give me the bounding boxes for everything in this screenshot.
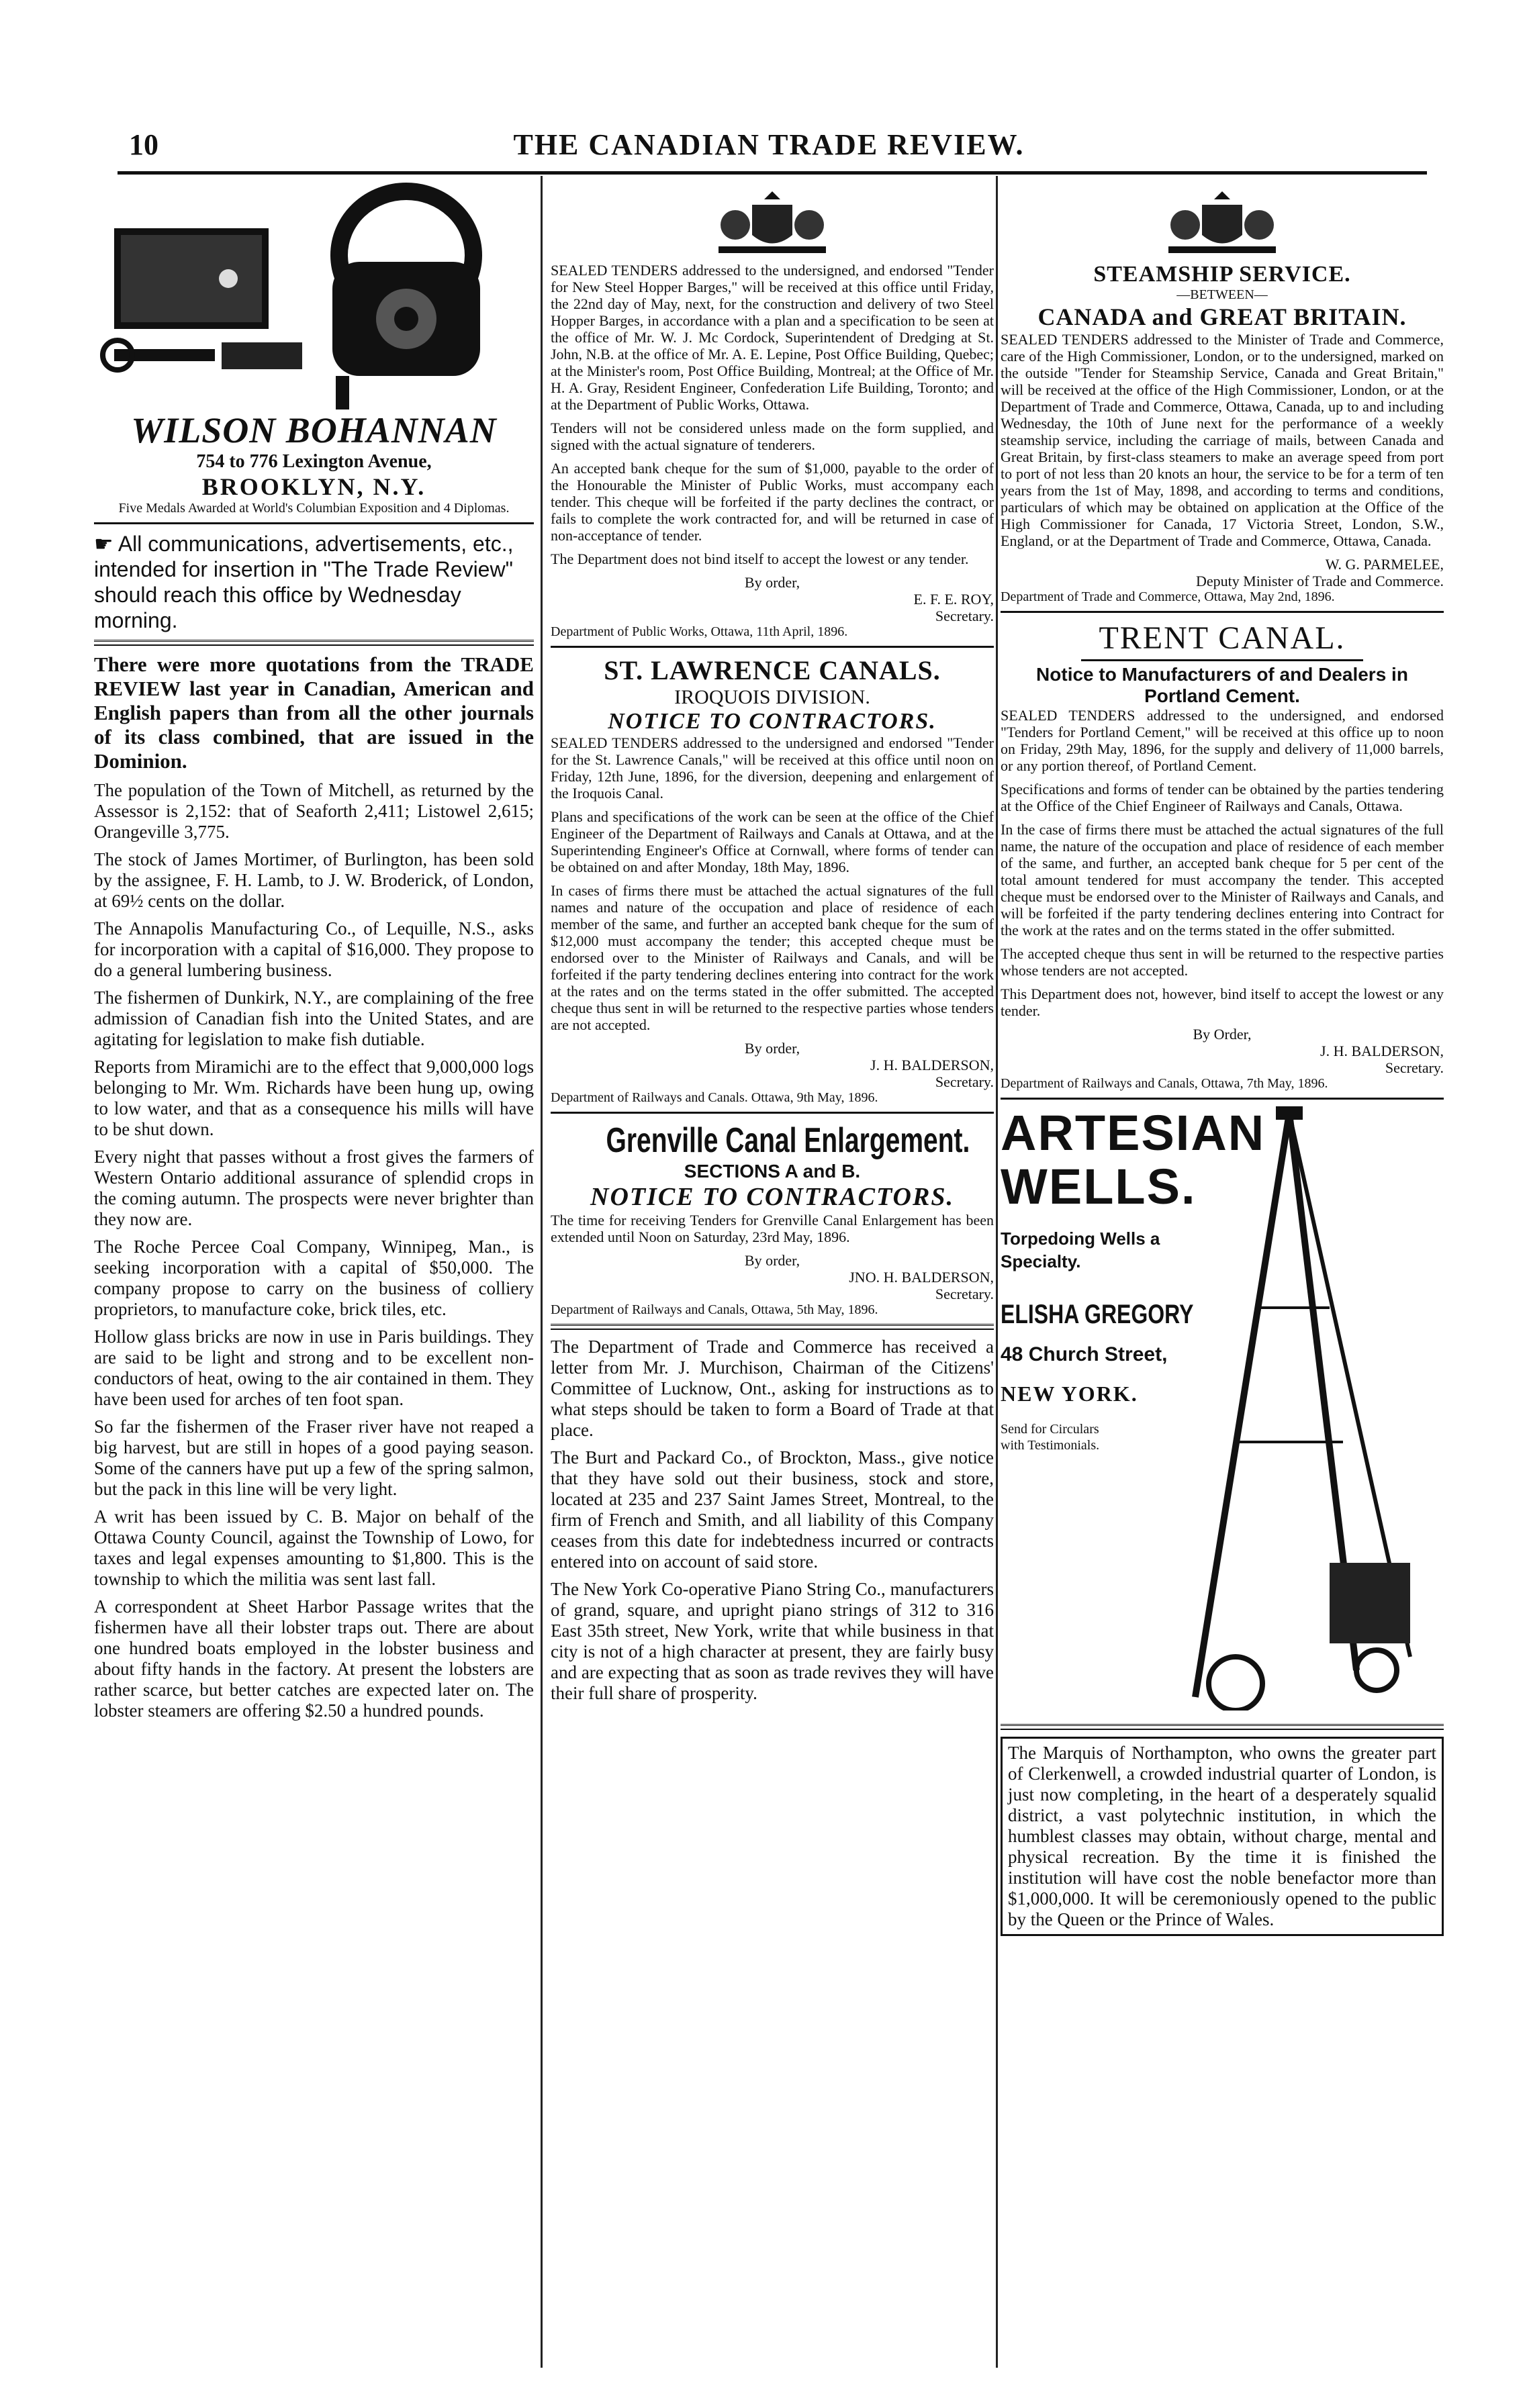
- communications-notice: [94, 531, 534, 633]
- pointing-hand-icon: ☛: [94, 532, 113, 556]
- well-derrick-icon: [1155, 1106, 1437, 1711]
- royal-crest-icon: [551, 181, 994, 262]
- grenville-sections: SECTIONS A and B.: [684, 1161, 861, 1182]
- artesian-send: Send for Circulars with Testimonials.: [1001, 1422, 1100, 1453]
- divider: [1081, 659, 1363, 661]
- news-paragraph: The Annapolis Manufacturing Co., of Lequille, N.S., asks for incorporation with a capital of $16,000. They propose to do a general lumbering business.: [94, 918, 534, 980]
- trent-tender-text: In the case of firms there must be attached the actual signatures of the full name, the nature of the occupation and place of residence of each member of the same, and further, an accepted bank cheque for 5 per cent of the total amount tendered for must accompany the tender. This accepted cheque must be endorsed over to the Minister of Railways and Canals, and will be forfeited if the party tendering declines entering into Contract for the work at the rates and on the terms stated in the offer submitted.: [1001, 821, 1444, 938]
- by-order: By order,: [744, 574, 800, 591]
- lock-illustration: [94, 181, 534, 410]
- news-paragraph: The Burt and Packard Co., of Brockton, Mass., give notice that they have sold out their business, stock and store, located at 235 and 237 Saint James Street, Montreal, to the firm of French and Smith, and all liability of this Company ceases from this date for indebtedness incurred or contracts entered into on account of said store.: [551, 1447, 994, 1572]
- column-rule-2: [996, 176, 998, 2368]
- header-rule: [118, 171, 1427, 175]
- signer-title: Secretary.: [935, 1286, 994, 1302]
- trent-tender-text: This Department does not, however, bind itself to accept the lowest or any tender.: [1001, 985, 1444, 1019]
- page-header: [114, 128, 1424, 168]
- news-paragraph: A correspondent at Sheet Harbor Passage writes that the fishermen have all their lobster traps out. There are about one hundred boats employed in the lobster business and about fifty hands in the factory. At present the lobsters are rather scarce, but better catches are expected later on. The lobster steamers are offering $2.50 a hundred pounds.: [94, 1596, 534, 1721]
- news-paragraph: The stock of James Mortimer, of Burlington, has been sold by the assignee, F. H. Lamb, to J. W. Broderick, of London, at 69½ cents on the dollar.: [94, 849, 534, 911]
- steel-barges-tender: Tenders will not be considered unless made on the form supplied, and signed with the actual signature of tenderers.: [551, 420, 994, 453]
- divider: [94, 522, 534, 524]
- newspaper-title: THE CANADIAN TRADE REVIEW.: [513, 128, 1025, 161]
- signer: W. G. PARMELEE,: [1325, 556, 1444, 573]
- notice-to-contractors: NOTICE TO CONTRACTORS.: [608, 709, 937, 734]
- trent-tender-text: The accepted cheque thus sent in will be returned to the respective parties whose tenders are not accepted.: [1001, 945, 1444, 979]
- steel-barges-tender: An accepted bank cheque for the sum of $1,000, payable to the order of the Honourable the Minister of Public Works, must accompany each tender. This cheque will be forfeited if the party declines the contract, or fails to complete the work contracted for, and will be returned in case of non-acceptance of tender.: [551, 460, 994, 544]
- department-line: Department of Railways and Canals, Ottawa, 7th May, 1896.: [1001, 1076, 1328, 1091]
- notice-to-contractors: NOTICE TO CONTRACTORS.: [590, 1183, 954, 1211]
- wilson-bohannan-brand: WILSON BOHANNAN: [131, 410, 497, 450]
- steamship-between: —BETWEEN—: [1176, 287, 1268, 302]
- divider: [1001, 1098, 1444, 1100]
- padlock-icon: [94, 181, 534, 410]
- department-line: Department of Railways and Canals, Ottawa, 5th May, 1896.: [551, 1302, 878, 1317]
- artesian-title-2: WELLS.: [1001, 1159, 1197, 1214]
- ad-city: BROOKLYN, N.Y.: [201, 473, 426, 500]
- artesian-sub: Torpedoing Wells a: [1001, 1229, 1160, 1249]
- trent-tender-text: SEALED TENDERS addressed to the undersigned, and endorsed "Tenders for Portland Cement," will be received at this office up to noon on Friday, 29th May, 1896, for the supply and delivery of 11,000 barrels, or any portion thereof, of Portland Cement.: [1001, 707, 1444, 774]
- news-paragraph: The New York Co-operative Piano String Co., manufacturers of grand, square, and upright piano strings of 312 to 316 East 35th street, New York, write that while business in that city is not of a high character at present, they are fairly busy and are expecting that as soon as trade revives they will have their full share of prosperity.: [551, 1579, 994, 1703]
- artesian-sub-2: Specialty.: [1001, 1251, 1081, 1271]
- grenville-text: The time for receiving Tenders for Grenville Canal Enlargement has been extended until Noon on Saturday, 23rd May, 1896.: [551, 1212, 994, 1245]
- by-order: By Order,: [1193, 1026, 1252, 1043]
- artesian-title: ARTESIAN: [1001, 1105, 1266, 1161]
- signer: J. H. BALDERSON,: [870, 1057, 994, 1073]
- news-paragraph: The population of the Town of Mitchell, as returned by the Assessor is 2,152: that of Seaforth 2,411; Listowel 2,615; Orangeville 3,775.: [94, 780, 534, 842]
- news-paragraph: A writ has been issued by C. B. Major on behalf of the Ottawa County Council, against the Township of Lowo, for taxes and legal expenses amounting to $1,800. This is the township to which the militia was sent last fall.: [94, 1506, 534, 1589]
- canal-tender-text: In cases of firms there must be attached the actual signatures of the full names and nature of the occupation and place of residence of each member of the same, and further an accepted bank cheque for the sum of $12,000 must accompany the tender; this accepted cheque must be endorsed over to the Minister of Railways and Canals, and will be forfeited if the party tendering declines entering into contract for the work at the rates and on the terms stated in the offer submitted. The accepted cheque thus sent in will be returned to the respective parties whose tenders are not accepted.: [551, 882, 994, 1033]
- ad-medals: Five Medals Awarded at World's Columbian Exposition and 4 Diplomas.: [118, 501, 510, 516]
- page-number: 10: [129, 128, 158, 161]
- news-paragraph: Hollow glass bricks are now in use in Paris buildings. They are said to be light and strong and to be excellent non-conductors of heat, owing to the air contained in them. They have been used for arches of ten foot span.: [94, 1327, 534, 1409]
- steel-barges-tender: The Department does not bind itself to accept the lowest or any tender.: [551, 550, 969, 567]
- st-lawrence-canals-title: ST. LAWRENCE CANALS.: [604, 655, 941, 685]
- northampton-box: [1001, 1737, 1444, 1936]
- artesian-street: 48 Church Street,: [1001, 1343, 1168, 1365]
- divider: [1001, 611, 1444, 613]
- news-paragraph: The fishermen of Dunkirk, N.Y., are complaining of the free admission of Canadian fish into the United States, and are agitating for legislation to make fish dutiable.: [94, 988, 534, 1049]
- news-paragraph: Every night that passes without a frost gives the farmers of Western Ontario additional assurance of splendid crops in the coming autumn. The prospects were never brighter than they now are.: [94, 1147, 534, 1229]
- news-paragraph: The Department of Trade and Commerce has received a letter from Mr. J. Murchison, Chairman of the Citizens' Committee of Lucknow, Ont., asking for instructions as to what steps should be taken to form a Board of Trade at that place.: [551, 1337, 994, 1440]
- artesian-city: NEW YORK.: [1001, 1382, 1138, 1406]
- ad-address: 754 to 776 Lexington Avenue,: [196, 451, 432, 472]
- canal-tender-text: Plans and specifications of the work can be seen at the office of the Chief Engineer of the Department of Railways and Canals at Ottawa, and at the Superintending Engineer's Office at Cornwall, where forms of tender can be obtained on and after Monday, 18th May, 1896.: [551, 808, 994, 875]
- artesian-wells-ad: [1001, 1106, 1444, 1717]
- signer: E. F. E. ROY,: [913, 591, 994, 608]
- steamship-tender-text: SEALED TENDERS addressed to the Minister of Trade and Commerce, care of the High Commissioner, London, or to the undersigned, marked on the outside "Tender for Steamship Service, Canada and Great Britain," will be received at the office of the High Commissioner, London, or at the Department of Trade and Commerce, Ottawa, Canada, up to and including Wednesday, the 10th of June next for the performance of a weekly steamship service, including the carriage of mails, between Canada and Great Britain, by first-class steamers to make an average speed from port to port of not less than 20 knots an hour, the service to be for a term of ten years from the 1st of May, 1898, and according to terms and conditions, particulars of which may be obtained on application at the Office of the High Commissioner for Canada, 17 Victoria Street, London, S.W., England, or at the Department of Trade and Commerce, Ottawa, Canada.: [1001, 331, 1444, 549]
- by-order: By order,: [744, 1040, 800, 1057]
- steamship-route: CANADA and GREAT BRITAIN.: [1037, 303, 1407, 330]
- column-rule-1: [541, 176, 543, 2368]
- canal-tender-text: SEALED TENDERS addressed to the undersigned and endorsed "Tender for the St. Lawrence Canals," will be received at this office until noon on Friday, 12th June, 1896, for the diversion, deepening and enlargement of the Iroquois Canal.: [551, 734, 994, 802]
- news-paragraph: The Roche Percee Coal Company, Winnipeg, Man., is seeking incorporation with a capital of $50,000. The company propose to carry on the business of colliery proprietors, to manufacture coke, brick tiles, etc.: [94, 1237, 534, 1319]
- divider: [1001, 1724, 1444, 1730]
- by-order: By order,: [744, 1252, 800, 1269]
- iroquois-division: IROQUOIS DIVISION.: [674, 686, 870, 708]
- signer-title: Secretary.: [935, 1073, 994, 1090]
- divider: [551, 1324, 994, 1330]
- quotations-paragraph: There were more quotations from the TRADE REVIEW last year in Canadian, American and English papers than from all the other journals of its class combined, that are issued in the Dominion.: [94, 653, 534, 773]
- communications-notice-text: All communications, advertisements, etc., intended for insertion in "The Trade Review" should reach this office by Wednesday morning.: [94, 532, 514, 632]
- signer-title: Secretary.: [1385, 1059, 1444, 1076]
- steamship-service-title: STEAMSHIP SERVICE.: [1093, 262, 1351, 287]
- trent-canal-title: TRENT CANAL.: [1099, 620, 1346, 656]
- divider: [94, 640, 534, 646]
- signer: J. H. BALDERSON,: [1320, 1043, 1444, 1059]
- grenville-canal-title: Grenville Canal Enlargement.: [606, 1121, 970, 1160]
- trent-canal-subtitle: Notice to Manufacturers of and Dealers in Portland Cement.: [1036, 664, 1408, 706]
- column-right: [1001, 181, 1444, 2381]
- trent-tender-text: Specifications and forms of tender can be obtained by the parties tendering at the Office of the Chief Engineer of Railways and Canals, Ottawa.: [1001, 781, 1444, 814]
- column-middle: [551, 181, 994, 2381]
- divider: [551, 1112, 994, 1114]
- department-line: Department of Trade and Commerce, Ottawa, May 2nd, 1896.: [1001, 589, 1335, 604]
- news-paragraph: So far the fishermen of the Fraser river have not reaped a big harvest, but are still in hopes of a good paying season. Some of the canners have put up a few of the spring salmon, but the pack in this line will be very light.: [94, 1416, 534, 1499]
- news-paragraph: Reports from Miramichi are to the effect that 9,000,000 logs belonging to Mr. Wm. Richards have been hung up, owing to low water, and that as a consequence his mills will have to be shut down.: [94, 1057, 534, 1139]
- news-paragraph: The Marquis of Northampton, who owns the greater part of Clerkenwell, a crowded industrial quarter of London, is just now completing, in the heart of a desperately squalid district, a vast polytechnic institution, in which the humblest classes may obtain, without charge, mental and physical recreation. By the time it is finished the institution will have cost the noble benefactor more than $1,000,000. It will be ceremoniously opened to the public by the Queen or the Prince of Wales.: [1008, 1743, 1436, 1929]
- steel-barges-tender: SEALED TENDERS addressed to the undersigned, and endorsed "Tender for New Steel Hopper Barges," will be received at this office until Friday, the 22nd day of May, next, for the construction and delivery of two Steel Hopper Barges, in accordance with a plan and a specification to be seen at the office of Mr. W. J. Mc Cordock, Superintendent of Dredging at St. John, N.B. at the office of Mr. A. E. Lepine, Post Office Building, Quebec; at the Minister's room, Post Office Building, Montreal; at the Office of Mr. H. A. Gray, Resident Engineer, Confederation Life Building, Toronto; and at the Department of Public Works, Ottawa.: [551, 262, 994, 413]
- royal-crest-icon: [1001, 181, 1444, 262]
- signer-title: Secretary.: [935, 608, 994, 624]
- column-left: [94, 181, 534, 2381]
- department-line: Department of Railways and Canals. Ottawa, 9th May, 1896.: [551, 1090, 878, 1105]
- signer: JNO. H. BALDERSON,: [849, 1269, 994, 1286]
- divider: [551, 646, 994, 648]
- artesian-name: ELISHA GREGORY: [1001, 1300, 1194, 1329]
- department-line: Department of Public Works, Ottawa, 11th April, 1896.: [551, 624, 848, 639]
- signer-title: Deputy Minister of Trade and Commerce.: [1195, 573, 1444, 589]
